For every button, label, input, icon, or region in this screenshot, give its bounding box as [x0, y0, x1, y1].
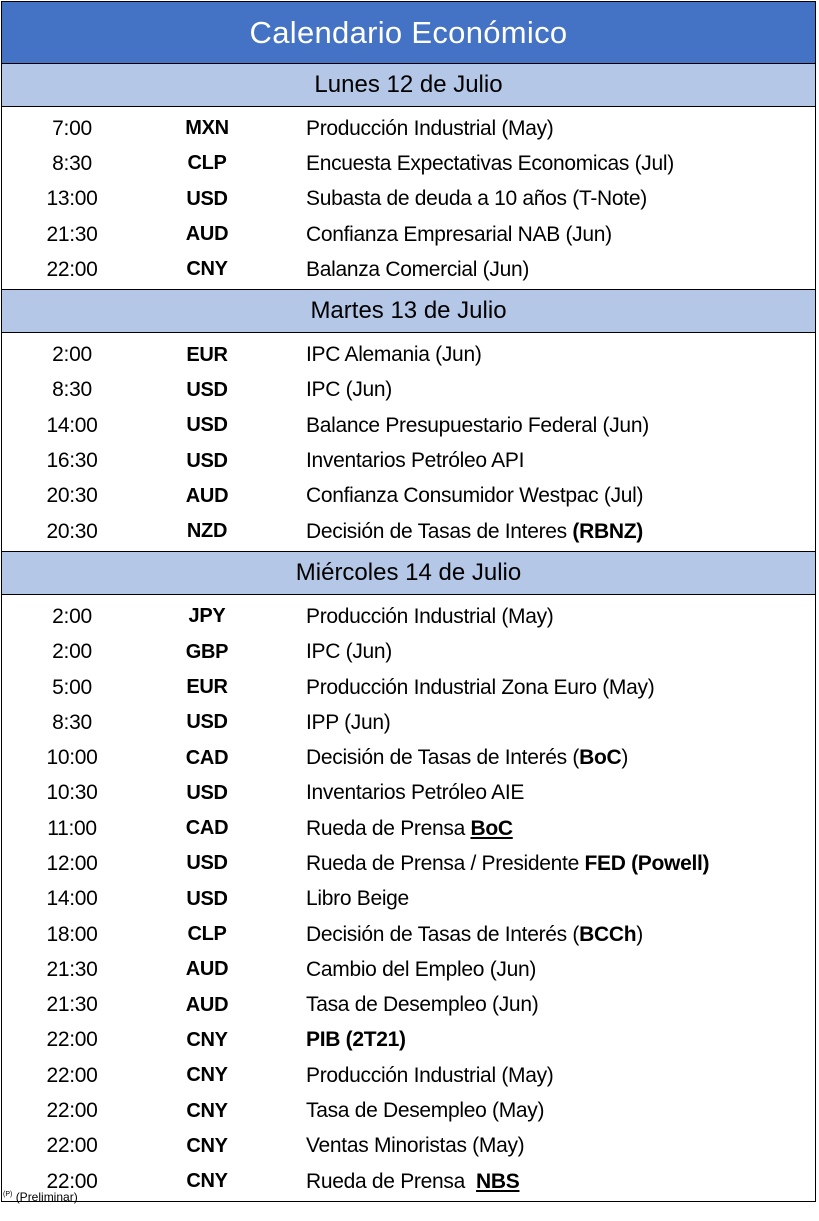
event-row [2, 514, 815, 549]
event-row [2, 337, 815, 372]
event-currency: CLP [187, 152, 227, 175]
event-text: Rueda de Prensa / Presidente [306, 851, 585, 875]
event-text: Producción Industrial Zona Euro (May) [306, 675, 655, 699]
event-time: 12:00 [46, 851, 98, 875]
event-row [2, 182, 815, 217]
event-time: 21:30 [46, 222, 98, 246]
event-text: Rueda de Prensa [306, 816, 471, 840]
event-row [2, 252, 815, 287]
event-row [2, 705, 815, 740]
event-name [242, 887, 409, 911]
event-name [242, 1134, 524, 1158]
event-time: 22:00 [46, 1028, 98, 1052]
event-name [242, 223, 612, 247]
event-text: IPC Alemania (Jun) [306, 343, 482, 367]
event-time: 2:00 [52, 640, 92, 664]
event-highlight: BoC [470, 816, 513, 840]
event-time: 5:00 [52, 675, 92, 699]
event-currency: CNY [186, 1170, 228, 1193]
event-text: Rueda de Prensa [306, 1169, 477, 1193]
event-tail: ) [636, 922, 643, 946]
event-time: 21:30 [46, 993, 98, 1017]
event-row [2, 1058, 815, 1093]
event-currency: USD [186, 414, 228, 437]
event-row [2, 1023, 815, 1058]
event-row [2, 670, 815, 705]
event-name [242, 711, 390, 735]
event-name [242, 817, 513, 841]
event-highlight: NBS [476, 1169, 520, 1193]
event-currency: USD [186, 711, 228, 734]
event-text: Encuesta Expectativas Economicas (Jul) [306, 151, 674, 175]
event-row [2, 373, 815, 408]
event-text: IPC (Jun) [306, 640, 392, 664]
event-currency: CNY [186, 1134, 228, 1157]
event-text: Producción Industrial (May) [306, 116, 554, 140]
event-text: Inventarios Petróleo API [306, 449, 525, 473]
event-name [242, 676, 654, 700]
event-row [2, 1129, 815, 1164]
event-name [242, 117, 554, 141]
event-row [2, 599, 815, 634]
event-currency: CLP [187, 923, 227, 946]
day-header: Miércoles 14 de Julio [2, 552, 815, 595]
event-row [2, 882, 815, 917]
event-name [242, 414, 649, 438]
event-row [2, 846, 815, 881]
event-currency: CNY [186, 1064, 228, 1087]
event-name [242, 1170, 519, 1194]
event-name [242, 449, 524, 473]
event-currency: MXN [185, 117, 229, 140]
event-currency: CNY [186, 258, 228, 281]
event-time: 20:30 [46, 519, 98, 543]
calendar-sections [2, 64, 815, 1201]
event-row [2, 146, 815, 181]
event-currency: USD [186, 378, 228, 401]
event-name [242, 958, 536, 982]
event-time: 2:00 [52, 604, 92, 628]
event-text: Balance Presupuestario Federal (Jun) [306, 413, 649, 437]
event-name [242, 993, 538, 1017]
event-name [242, 484, 643, 508]
event-highlight: PIB (2T21) [306, 1028, 406, 1052]
event-name [242, 781, 524, 805]
event-row [2, 111, 815, 146]
event-time: 22:00 [46, 1099, 98, 1123]
event-row [2, 952, 815, 987]
event-currency: AUD [185, 223, 229, 246]
event-currency: AUD [185, 958, 229, 981]
event-time: 14:00 [46, 413, 98, 437]
event-currency: JPY [188, 605, 226, 628]
event-time: 8:30 [52, 151, 92, 175]
event-time: 10:30 [46, 781, 98, 805]
event-name [242, 746, 628, 770]
event-text: Confianza Empresarial NAB (Jun) [306, 222, 612, 246]
event-text: Producción Industrial (May) [306, 604, 554, 628]
event-name [242, 378, 392, 402]
event-highlight: (RBNZ) [572, 519, 643, 543]
event-currency: CAD [185, 817, 229, 840]
event-currency: AUD [185, 993, 229, 1016]
economic-calendar [1, 1, 816, 1202]
footnote-mark: (P) [3, 1191, 13, 1198]
event-text: IPC (Jun) [306, 378, 392, 402]
event-row [2, 988, 815, 1023]
event-time: 11:00 [47, 816, 97, 840]
event-time: 21:30 [46, 957, 98, 981]
event-time: 22:00 [46, 1134, 98, 1158]
event-row [2, 1093, 815, 1128]
event-text: Libro Beige [306, 887, 409, 911]
event-name [242, 1099, 544, 1123]
event-name [242, 1064, 554, 1088]
day-section [2, 552, 815, 1201]
event-time: 14:00 [46, 887, 98, 911]
event-currency: USD [186, 852, 228, 875]
event-time: 10:00 [46, 746, 98, 770]
event-row [2, 217, 815, 252]
event-row [2, 917, 815, 952]
day-header: Martes 13 de Julio [2, 290, 815, 333]
event-tail: ) [621, 746, 629, 770]
event-row [2, 776, 815, 811]
event-highlight: FED (Powell) [584, 851, 710, 875]
event-name [242, 343, 482, 367]
event-name [242, 640, 392, 664]
event-time: 20:30 [46, 484, 98, 508]
event-list [2, 107, 815, 289]
event-name [242, 1028, 406, 1052]
event-currency: CNY [186, 1028, 228, 1051]
event-time: 18:00 [46, 922, 98, 946]
event-time: 16:30 [46, 449, 98, 473]
event-currency: USD [186, 187, 228, 210]
event-time: 7:00 [52, 116, 92, 140]
event-text: Confianza Consumidor Westpac (Jul) [306, 484, 644, 508]
event-currency: EUR [186, 343, 228, 366]
event-name [242, 258, 529, 282]
event-highlight: BoC [579, 746, 622, 770]
event-time: 13:00 [46, 187, 98, 211]
event-row [2, 811, 815, 846]
event-currency: CAD [185, 746, 229, 769]
event-row [2, 740, 815, 775]
event-text: Decisión de Tasas de Interés ( [306, 922, 580, 946]
event-row [2, 1164, 815, 1199]
event-name [242, 605, 554, 629]
event-name [242, 520, 643, 544]
event-name [242, 852, 709, 876]
footnote-text: (Preliminar) [15, 1190, 78, 1204]
event-text: Subasta de deuda a 10 años (T-Note) [306, 187, 647, 211]
event-currency: NZD [186, 520, 228, 543]
page-title: Calendario Económico [2, 2, 815, 64]
event-row [2, 408, 815, 443]
event-list [2, 595, 815, 1201]
day-section [2, 64, 815, 290]
event-text: Tasa de Desempleo (Jun) [306, 993, 539, 1017]
day-section [2, 290, 815, 552]
event-currency: USD [186, 887, 228, 910]
event-time: 2:00 [52, 343, 92, 367]
footnote [3, 1190, 78, 1204]
event-text: Decisión de Tasas de Interés ( [306, 746, 580, 770]
event-time: 8:30 [52, 710, 92, 734]
event-text: Tasa de Desempleo (May) [306, 1099, 545, 1123]
event-currency: CNY [186, 1099, 228, 1122]
event-currency: USD [186, 781, 228, 804]
event-row [2, 479, 815, 514]
event-text: Cambio del Empleo (Jun) [306, 957, 537, 981]
event-currency: EUR [186, 676, 228, 698]
day-header: Lunes 12 de Julio [2, 64, 815, 107]
event-text: Ventas Minoristas (May) [306, 1134, 525, 1158]
event-time: 22:00 [46, 257, 98, 281]
event-text: Inventarios Petróleo AIE [306, 781, 525, 805]
event-row [2, 443, 815, 478]
event-time: 8:30 [52, 378, 92, 402]
event-time: 22:00 [46, 1063, 98, 1087]
event-highlight: BCCh [579, 922, 637, 946]
event-row [2, 635, 815, 670]
event-text: Producción Industrial (May) [306, 1063, 554, 1087]
event-currency: GBP [185, 640, 229, 663]
event-name [242, 187, 647, 211]
event-list [2, 333, 815, 551]
event-text: Balanza Comercial (Jun) [306, 257, 530, 281]
event-currency: USD [186, 449, 228, 472]
event-name [242, 152, 674, 176]
event-text: Decisión de Tasas de Interes [306, 519, 573, 543]
event-name [242, 923, 643, 947]
event-text: IPP (Jun) [306, 710, 391, 734]
event-time: 22:00 [46, 1169, 98, 1193]
event-currency: AUD [185, 484, 229, 507]
